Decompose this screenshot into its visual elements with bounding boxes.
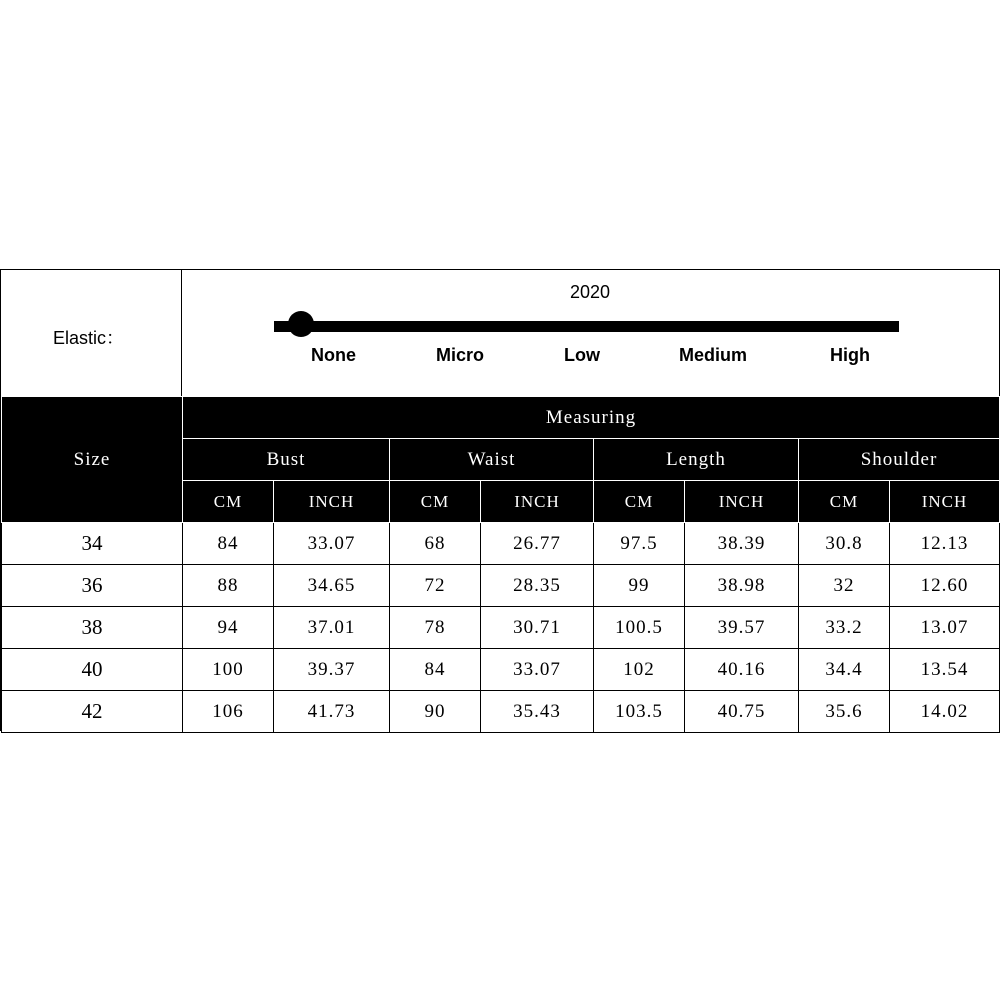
waist-inch-cell: 28.35 bbox=[481, 565, 594, 607]
size-cell: 36 bbox=[2, 565, 183, 607]
elastic-level-medium: Medium bbox=[679, 345, 748, 365]
waist-inch-cell: 35.43 bbox=[481, 691, 594, 733]
length-inch-cell: 39.57 bbox=[685, 607, 799, 649]
shoulder-header: Shoulder bbox=[799, 439, 1000, 481]
table-row bbox=[2, 565, 1000, 607]
length-cm-cell: 103.5 bbox=[594, 691, 685, 733]
elastic-row bbox=[1, 270, 999, 396]
waist-inch-cell: 30.71 bbox=[481, 607, 594, 649]
length-cm-cell: 100.5 bbox=[594, 607, 685, 649]
shoulder-inch-cell: 14.02 bbox=[890, 691, 1000, 733]
bust-cm-cell: 94 bbox=[183, 607, 274, 649]
waist-inch-cell: 26.77 bbox=[481, 523, 594, 565]
size-cell: 40 bbox=[2, 649, 183, 691]
bust-inch-header: INCH bbox=[274, 481, 390, 523]
measuring-header: Measuring bbox=[183, 397, 1000, 439]
size-table bbox=[1, 396, 1000, 733]
bust-inch-cell: 34.65 bbox=[274, 565, 390, 607]
elastic-level-low: Low bbox=[564, 345, 600, 365]
size-cell: 42 bbox=[2, 691, 183, 733]
length-inch-cell: 38.39 bbox=[685, 523, 799, 565]
bust-cm-header: CM bbox=[183, 481, 274, 523]
shoulder-inch-cell: 13.54 bbox=[890, 649, 1000, 691]
bust-cm-cell: 100 bbox=[183, 649, 274, 691]
length-inch-header: INCH bbox=[685, 481, 799, 523]
length-cm-cell: 99 bbox=[594, 565, 685, 607]
shoulder-inch-cell: 12.60 bbox=[890, 565, 1000, 607]
shoulder-inch-cell: 12.13 bbox=[890, 523, 1000, 565]
waist-cm-cell: 90 bbox=[390, 691, 481, 733]
size-header: Size bbox=[2, 397, 183, 523]
shoulder-inch-cell: 13.07 bbox=[890, 607, 1000, 649]
length-inch-cell: 40.75 bbox=[685, 691, 799, 733]
length-inch-cell: 40.16 bbox=[685, 649, 799, 691]
shoulder-cm-header: CM bbox=[799, 481, 890, 523]
shoulder-cm-cell: 34.4 bbox=[799, 649, 890, 691]
size-chart bbox=[0, 269, 1000, 731]
shoulder-cm-cell: 33.2 bbox=[799, 607, 890, 649]
waist-inch-header: INCH bbox=[481, 481, 594, 523]
elastic-divider bbox=[181, 270, 182, 396]
table-row bbox=[2, 649, 1000, 691]
elastic-scale-indicator bbox=[288, 311, 314, 337]
table-row bbox=[2, 607, 1000, 649]
bust-cm-cell: 106 bbox=[183, 691, 274, 733]
waist-cm-cell: 84 bbox=[390, 649, 481, 691]
shoulder-cm-cell: 32 bbox=[799, 565, 890, 607]
size-cell: 38 bbox=[2, 607, 183, 649]
table-row bbox=[2, 523, 1000, 565]
bust-cm-cell: 84 bbox=[183, 523, 274, 565]
length-cm-cell: 102 bbox=[594, 649, 685, 691]
length-cm-header: CM bbox=[594, 481, 685, 523]
size-cell: 34 bbox=[2, 523, 183, 565]
shoulder-cm-cell: 30.8 bbox=[799, 523, 890, 565]
waist-inch-cell: 33.07 bbox=[481, 649, 594, 691]
elastic-level-none: None bbox=[311, 345, 356, 365]
waist-cm-cell: 68 bbox=[390, 523, 481, 565]
bust-header: Bust bbox=[183, 439, 390, 481]
elastic-year: 2020 bbox=[570, 282, 611, 302]
bust-inch-cell: 39.37 bbox=[274, 649, 390, 691]
table-row bbox=[2, 691, 1000, 733]
elastic-label: Elastic： bbox=[53, 328, 125, 348]
length-inch-cell: 38.98 bbox=[685, 565, 799, 607]
elastic-level-micro: Micro bbox=[436, 345, 485, 365]
bust-inch-cell: 41.73 bbox=[274, 691, 390, 733]
length-header: Length bbox=[594, 439, 799, 481]
length-cm-cell: 97.5 bbox=[594, 523, 685, 565]
bust-inch-cell: 33.07 bbox=[274, 523, 390, 565]
waist-cm-cell: 78 bbox=[390, 607, 481, 649]
shoulder-inch-header: INCH bbox=[890, 481, 1000, 523]
bust-cm-cell: 88 bbox=[183, 565, 274, 607]
shoulder-cm-cell: 35.6 bbox=[799, 691, 890, 733]
waist-cm-header: CM bbox=[390, 481, 481, 523]
elastic-level-high: High bbox=[830, 345, 870, 365]
elastic-scale-track bbox=[274, 321, 899, 332]
waist-cm-cell: 72 bbox=[390, 565, 481, 607]
bust-inch-cell: 37.01 bbox=[274, 607, 390, 649]
waist-header: Waist bbox=[390, 439, 594, 481]
